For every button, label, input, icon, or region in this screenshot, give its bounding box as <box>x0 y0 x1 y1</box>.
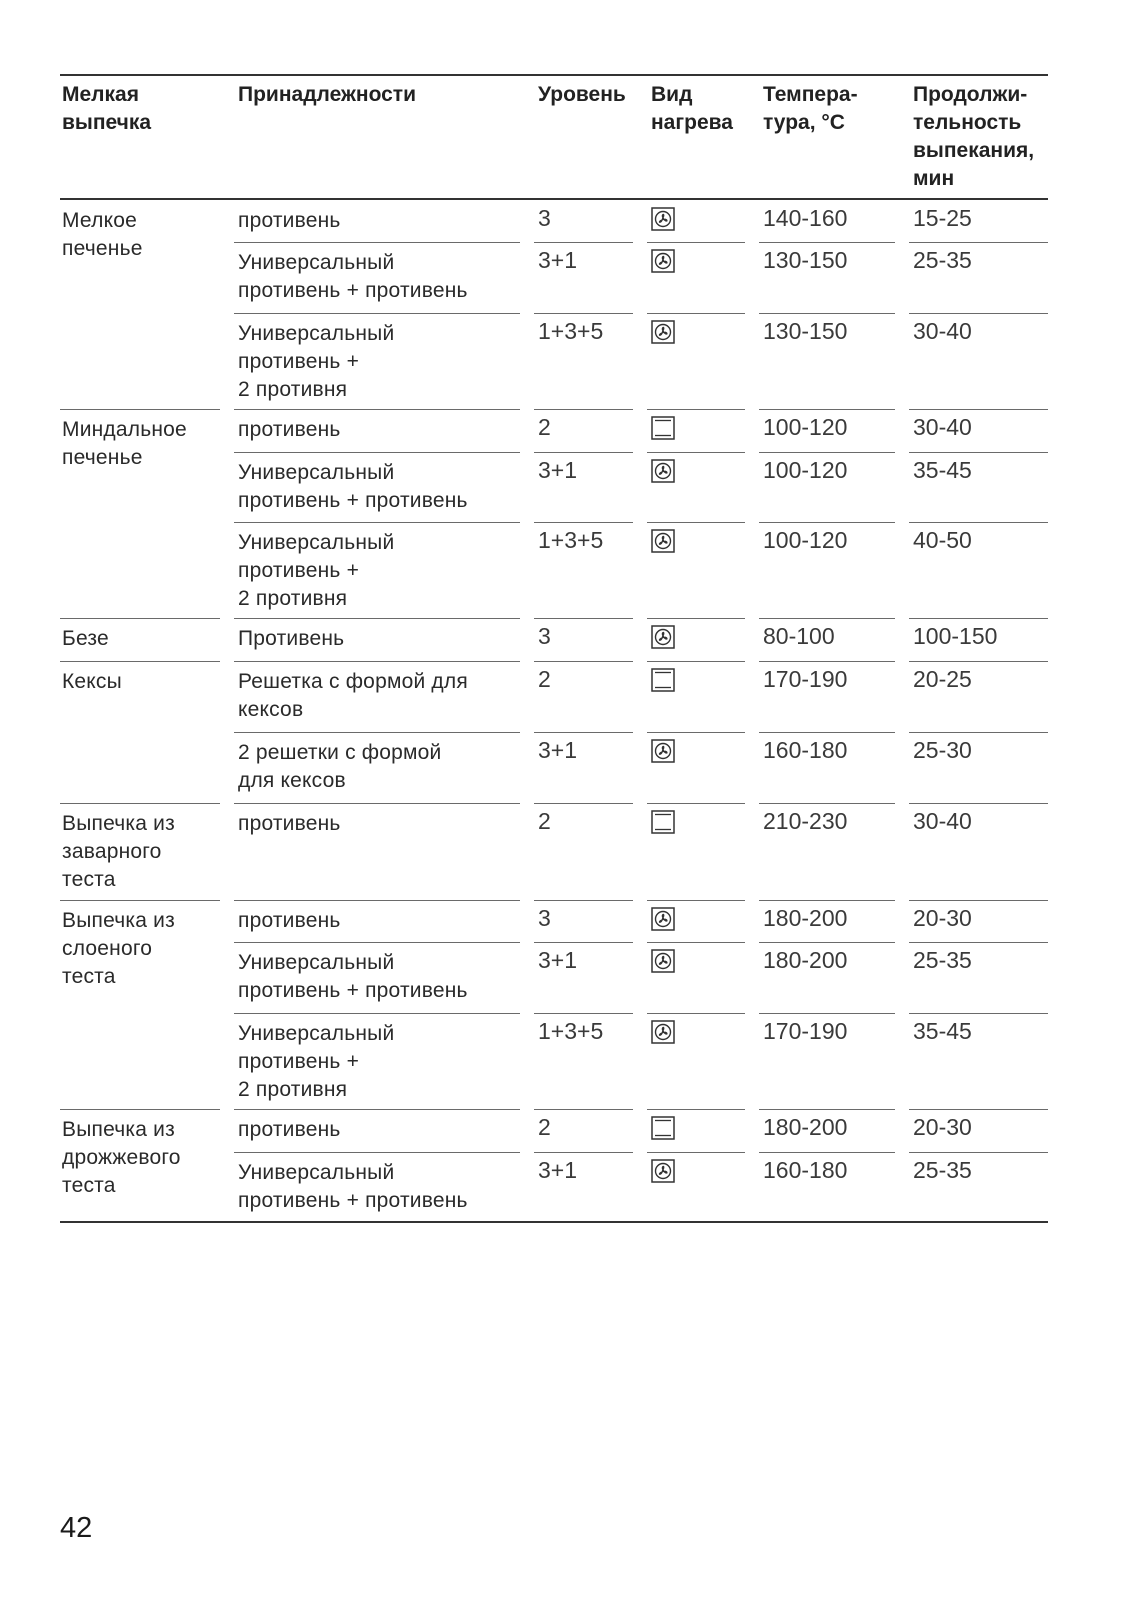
row-divider <box>909 618 1048 619</box>
accessory-cell: Универсальный противень + противень <box>238 461 468 512</box>
row-divider <box>909 900 1048 901</box>
top-bottom-heat-icon <box>651 668 675 692</box>
temperature-cell: 160-180 <box>763 737 848 763</box>
row-divider <box>234 900 520 901</box>
temperature-cell: 100-120 <box>763 457 848 483</box>
level-cell: 1+3+5 <box>538 527 604 553</box>
row-divider <box>759 661 895 662</box>
row-divider <box>759 803 895 804</box>
row-divider <box>534 942 633 943</box>
hot-air-fan-icon <box>651 529 675 553</box>
row-divider <box>534 618 633 619</box>
row-divider <box>647 661 745 662</box>
row-divider <box>759 1013 895 1014</box>
pastry-name: Мелкое печенье <box>62 209 143 260</box>
accessory-cell: Универсальный противень + 2 противня <box>238 1022 395 1101</box>
row-divider <box>234 409 520 410</box>
duration-cell: 25-30 <box>913 737 972 763</box>
accessory-cell: 2 решетки с формой для кексов <box>238 741 442 792</box>
temperature-cell: 80-100 <box>763 623 835 649</box>
row-divider <box>234 1109 520 1110</box>
row-divider <box>534 1013 633 1014</box>
row-divider <box>534 1152 633 1153</box>
row-divider <box>909 1109 1048 1110</box>
hot-air-fan-icon <box>651 207 675 231</box>
row-divider <box>534 313 633 314</box>
duration-cell: 35-45 <box>913 1018 972 1044</box>
group-divider <box>60 900 220 901</box>
level-cell: 3 <box>538 205 551 231</box>
level-cell: 3+1 <box>538 247 578 273</box>
temperature-cell: 180-200 <box>763 905 848 931</box>
row-divider <box>647 313 745 314</box>
row-divider <box>759 242 895 243</box>
row-divider <box>909 452 1048 453</box>
accessory-cell: Универсальный противень + противень <box>238 951 468 1002</box>
row-divider <box>759 1152 895 1153</box>
temperature-cell: 180-200 <box>763 1114 848 1140</box>
row-divider <box>647 900 745 901</box>
row-divider <box>759 942 895 943</box>
level-cell: 3 <box>538 905 551 931</box>
top-bottom-heat-icon <box>651 416 675 440</box>
duration-cell: 20-30 <box>913 1114 972 1140</box>
row-divider <box>759 522 895 523</box>
hot-air-fan-icon <box>651 1159 675 1183</box>
accessory-cell: противень <box>238 1118 341 1141</box>
level-cell: 1+3+5 <box>538 318 604 344</box>
duration-cell: 20-30 <box>913 905 972 931</box>
row-divider <box>234 313 520 314</box>
duration-cell: 100-150 <box>913 623 998 649</box>
row-divider <box>759 1109 895 1110</box>
temperature-cell: 140-160 <box>763 205 848 231</box>
row-divider <box>234 1013 520 1014</box>
hot-air-fan-icon <box>651 739 675 763</box>
row-divider <box>234 242 520 243</box>
row-divider <box>759 409 895 410</box>
duration-cell: 30-40 <box>913 414 972 440</box>
row-divider <box>534 661 633 662</box>
row-divider <box>909 732 1048 733</box>
row-divider <box>234 1152 520 1153</box>
row-divider <box>234 618 520 619</box>
hot-air-fan-icon <box>651 949 675 973</box>
table-top-rule <box>60 74 1048 76</box>
pastry-name: Выпечка из слоеного теста <box>62 909 175 988</box>
row-divider <box>234 452 520 453</box>
accessory-cell: Универсальный противень + противень <box>238 1161 468 1212</box>
duration-cell: 30-40 <box>913 318 972 344</box>
row-divider <box>534 242 633 243</box>
header-duration: Продолжи- тельность выпекания, мин <box>913 83 1035 190</box>
table-header-rule <box>60 198 1048 200</box>
temperature-cell: 210-230 <box>763 808 848 834</box>
row-divider <box>647 942 745 943</box>
duration-cell: 25-35 <box>913 1157 972 1183</box>
temperature-cell: 170-190 <box>763 1018 848 1044</box>
row-divider <box>647 732 745 733</box>
accessory-cell: Противень <box>238 627 345 650</box>
row-divider <box>759 732 895 733</box>
header-temperature: Темпера- тура, °C <box>763 83 858 134</box>
table-bottom-rule <box>60 1221 1048 1223</box>
top-bottom-heat-icon <box>651 1116 675 1140</box>
accessory-cell: противень <box>238 209 341 232</box>
hot-air-fan-icon <box>651 320 675 344</box>
row-divider <box>647 1109 745 1110</box>
level-cell: 1+3+5 <box>538 1018 604 1044</box>
level-cell: 2 <box>538 1114 551 1140</box>
row-divider <box>909 1152 1048 1153</box>
row-divider <box>647 522 745 523</box>
row-divider <box>759 452 895 453</box>
row-divider <box>647 409 745 410</box>
page-number: 42 <box>60 1512 93 1544</box>
top-bottom-heat-icon <box>651 810 675 834</box>
row-divider <box>234 732 520 733</box>
level-cell: 3 <box>538 623 551 649</box>
temperature-cell: 130-150 <box>763 318 848 344</box>
duration-cell: 15-25 <box>913 205 972 231</box>
row-divider <box>234 522 520 523</box>
level-cell: 2 <box>538 414 551 440</box>
accessory-cell: противень <box>238 812 341 835</box>
level-cell: 3+1 <box>538 457 578 483</box>
duration-cell: 20-25 <box>913 666 972 692</box>
accessory-cell: Универсальный противень + 2 противня <box>238 531 395 610</box>
row-divider <box>234 661 520 662</box>
row-divider <box>647 1013 745 1014</box>
row-divider <box>647 452 745 453</box>
row-divider <box>759 313 895 314</box>
duration-cell: 25-35 <box>913 947 972 973</box>
accessory-cell: Универсальный противень + 2 противня <box>238 322 395 401</box>
row-divider <box>909 1013 1048 1014</box>
header-accessories: Принадлежности <box>238 83 416 106</box>
row-divider <box>534 522 633 523</box>
row-divider <box>909 522 1048 523</box>
group-divider <box>60 1109 220 1110</box>
row-divider <box>909 409 1048 410</box>
row-divider <box>534 1109 633 1110</box>
temperature-cell: 130-150 <box>763 247 848 273</box>
pastry-name: Выпечка из заварного теста <box>62 812 175 891</box>
row-divider <box>909 803 1048 804</box>
hot-air-fan-icon <box>651 1020 675 1044</box>
duration-cell: 25-35 <box>913 247 972 273</box>
row-divider <box>759 618 895 619</box>
row-divider <box>909 313 1048 314</box>
accessory-cell: противень <box>238 418 341 441</box>
row-divider <box>534 900 633 901</box>
level-cell: 2 <box>538 666 551 692</box>
level-cell: 3+1 <box>538 737 578 763</box>
duration-cell: 35-45 <box>913 457 972 483</box>
temperature-cell: 180-200 <box>763 947 848 973</box>
group-divider <box>60 409 220 410</box>
row-divider <box>647 618 745 619</box>
row-divider <box>534 803 633 804</box>
row-divider <box>909 242 1048 243</box>
pastry-name: Выпечка из дрожжевого теста <box>62 1118 181 1197</box>
row-divider <box>534 409 633 410</box>
pastry-name: Миндальное печенье <box>62 418 187 469</box>
row-divider <box>234 942 520 943</box>
hot-air-fan-icon <box>651 907 675 931</box>
header-heating-mode: Вид нагрева <box>651 83 733 134</box>
level-cell: 3+1 <box>538 1157 578 1183</box>
duration-cell: 40-50 <box>913 527 972 553</box>
hot-air-fan-icon <box>651 459 675 483</box>
row-divider <box>647 1152 745 1153</box>
temperature-cell: 100-120 <box>763 414 848 440</box>
duration-cell: 30-40 <box>913 808 972 834</box>
pastry-name: Безе <box>62 627 109 650</box>
group-divider <box>60 618 220 619</box>
accessory-cell: Решетка с формой для кексов <box>238 670 468 721</box>
row-divider <box>759 900 895 901</box>
temperature-cell: 160-180 <box>763 1157 848 1183</box>
row-divider <box>234 803 520 804</box>
row-divider <box>647 242 745 243</box>
row-divider <box>909 942 1048 943</box>
header-level: Уровень <box>538 83 626 106</box>
accessory-cell: Универсальный противень + противень <box>238 251 468 302</box>
temperature-cell: 170-190 <box>763 666 848 692</box>
level-cell: 2 <box>538 808 551 834</box>
hot-air-fan-icon <box>651 625 675 649</box>
group-divider <box>60 803 220 804</box>
temperature-cell: 100-120 <box>763 527 848 553</box>
header-pastry: Мелкая выпечка <box>62 83 152 134</box>
row-divider <box>647 803 745 804</box>
row-divider <box>909 661 1048 662</box>
accessory-cell: противень <box>238 909 341 932</box>
group-divider <box>60 661 220 662</box>
pastry-name: Кексы <box>62 670 122 693</box>
hot-air-fan-icon <box>651 249 675 273</box>
row-divider <box>534 452 633 453</box>
level-cell: 3+1 <box>538 947 578 973</box>
row-divider <box>534 732 633 733</box>
